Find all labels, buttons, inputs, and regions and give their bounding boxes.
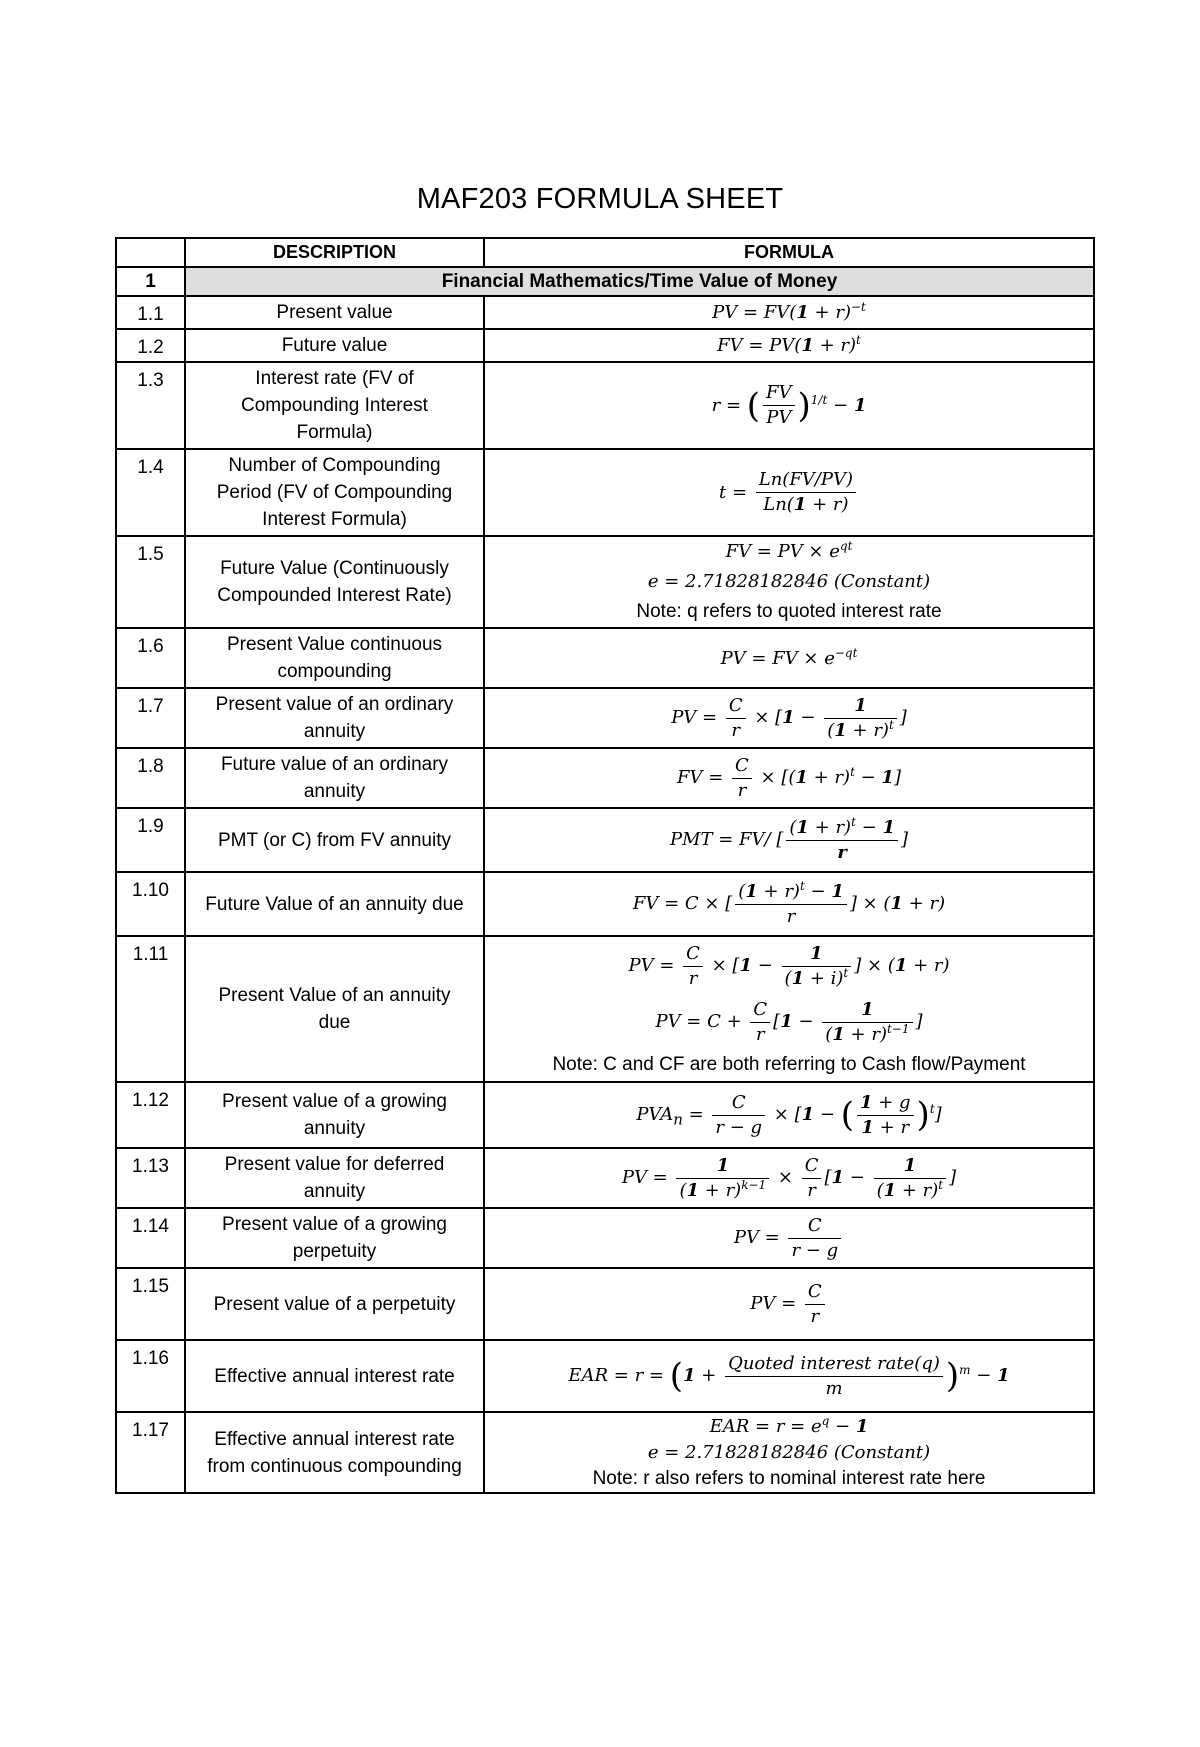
row-description: Future value bbox=[185, 329, 484, 362]
row-num: 1.5 bbox=[116, 536, 185, 628]
row-num: 1.3 bbox=[116, 362, 185, 449]
row-description: Present Value of an annuity due bbox=[185, 936, 484, 1082]
cf-note: Note: C and CF are both referring to Cash flow/Payment bbox=[552, 1054, 1026, 1075]
formula-pmt: PMT = FV/ [ $\frac{(1 + r)^t - 1}{r}$ ] bbox=[484, 808, 1094, 872]
row-num: 1.14 bbox=[116, 1208, 185, 1268]
formula-present-value: PV = $FV(1 + r)^{-t}$ bbox=[484, 296, 1094, 329]
row-num: 1.1 bbox=[116, 296, 185, 329]
table-row bbox=[116, 296, 1094, 329]
formula-pv-ordinary-annuity: PV = $\frac{C}{r}$ × [1 − $\frac{1}{(1 + r)^t}$ ] bbox=[484, 688, 1094, 748]
formula-pv-growing-annuity: $PVA_n$ = $\frac{C}{r - g}$ × [1 − ( $\frac{1 + g}{1 + r}$ )$^t$] bbox=[484, 1082, 1094, 1148]
header-formula: FORMULA bbox=[484, 238, 1094, 267]
formula-ear: EAR = r = (1 + $\frac{\text{Quoted interest rate(q)}}{m}$ )$^m$ − 1 bbox=[484, 1340, 1094, 1412]
table-row bbox=[116, 808, 1094, 872]
table-row bbox=[116, 1412, 1094, 1493]
table-row bbox=[116, 1340, 1094, 1412]
q-note: Note: q refers to quoted interest rate bbox=[636, 601, 942, 622]
table-row bbox=[116, 628, 1094, 688]
formula-pv-perpetuity: PV = $\frac{C}{r}$ bbox=[484, 1268, 1094, 1340]
table-row bbox=[116, 329, 1094, 362]
formula-table bbox=[115, 237, 1095, 1494]
row-description: Effective annual interest rate from continuous compounding bbox=[185, 1412, 484, 1493]
table-row bbox=[116, 536, 1094, 628]
row-num: 1.4 bbox=[116, 449, 185, 536]
formula-future-value: FV = $PV(1 + r)^t$ bbox=[484, 329, 1094, 362]
row-num: 1.15 bbox=[116, 1268, 185, 1340]
formula-continuous-fv: FV = PV × $e^{qt}$ e = 2.71828182846 (Constant) Note: q refers to quoted interest rate bbox=[484, 536, 1094, 628]
row-description: Number of Compounding Period (FV of Compounding Interest Formula) bbox=[185, 449, 484, 536]
row-num: 1.11 bbox=[116, 936, 185, 1082]
row-num: 1.8 bbox=[116, 748, 185, 808]
row-description: Effective annual interest rate bbox=[185, 1340, 484, 1412]
formula-interest-rate: r = ( $\frac{FV}{PV}$ )$^{1/t}$ − 1 bbox=[484, 362, 1094, 449]
table-row bbox=[116, 1082, 1094, 1148]
section-row bbox=[116, 267, 1094, 296]
row-description: Present value of a growing perpetuity bbox=[185, 1208, 484, 1268]
formula-fv-annuity-due: FV = C × [ $\frac{(1 + r)^t - 1}{r}$ ] × (1 + r) bbox=[484, 872, 1094, 936]
e-constant-note-2: e = 2.71828182846 (Constant) bbox=[647, 1441, 931, 1463]
table-row bbox=[116, 1208, 1094, 1268]
table-row bbox=[116, 449, 1094, 536]
row-description: Present Value continuous compounding bbox=[185, 628, 484, 688]
e-constant-note: e = 2.71828182846 (Constant) bbox=[647, 571, 931, 592]
formula-continuous-pv: PV = FV × $e^{-qt}$ bbox=[484, 628, 1094, 688]
table-row bbox=[116, 1148, 1094, 1208]
row-description: Future value of an ordinary annuity bbox=[185, 748, 484, 808]
row-description: Present value of a perpetuity bbox=[185, 1268, 484, 1340]
formula-pv-deferred-annuity: PV = $\frac{1}{(1 + r)^{k-1}}$ × $\frac{C}{r}$ [1 − $\frac{1}{(1 + r)^t}$ ] bbox=[484, 1148, 1094, 1208]
row-description: Present value bbox=[185, 296, 484, 329]
row-num: 1.12 bbox=[116, 1082, 185, 1148]
row-description: Present value for deferred annuity bbox=[185, 1148, 484, 1208]
table-row bbox=[116, 872, 1094, 936]
page-title: MAF203 FORMULA SHEET bbox=[416, 183, 784, 215]
table-row bbox=[116, 748, 1094, 808]
formula-pv-growing-perpetuity: PV = $\frac{C}{r - g}$ bbox=[484, 1208, 1094, 1268]
row-description: Future Value of an annuity due bbox=[185, 872, 484, 936]
row-description: PMT (or C) from FV annuity bbox=[185, 808, 484, 872]
table-row bbox=[116, 362, 1094, 449]
table-row bbox=[116, 936, 1094, 1082]
table-row bbox=[116, 688, 1094, 748]
row-num: 1.17 bbox=[116, 1412, 185, 1493]
row-num: 1.13 bbox=[116, 1148, 185, 1208]
row-num: 1.10 bbox=[116, 872, 185, 936]
row-description: Present value of a growing annuity bbox=[185, 1082, 484, 1148]
row-description: Future Value (Continuously Compounded Interest Rate) bbox=[185, 536, 484, 628]
formula-compounding-periods: t = $\frac{Ln(FV/PV)}{Ln(1 + r)}$ bbox=[484, 449, 1094, 536]
r-note: Note: r also refers to nominal interest rate here bbox=[592, 1467, 986, 1489]
table-row bbox=[116, 1268, 1094, 1340]
section-title: Financial Mathematics/Time Value of Money bbox=[185, 267, 1094, 296]
row-num: 1.16 bbox=[116, 1340, 185, 1412]
formula-fv-ordinary-annuity: FV = $\frac{C}{r}$ × $[(1 + r)^t - 1]$ bbox=[484, 748, 1094, 808]
row-num: 1.7 bbox=[116, 688, 185, 748]
row-num: 1.9 bbox=[116, 808, 185, 872]
formula-pv-annuity-due: PV = $\frac{C}{r}$ × [1 − $\frac{1}{(1 + i)^t}$ ] × (1 + r) PV = C + $\frac{C}{r}$ [1 − $\frac{1}{(1 + r)^{t-1}}$ ] Note: C and CF are both referring to Cash flow/Payment bbox=[484, 936, 1094, 1082]
row-num: 1.2 bbox=[116, 329, 185, 362]
formula-ear-continuous: EAR = $r = e^q - 1$ e = 2.71828182846 (Constant) Note: r also refers to nominal interest rate here bbox=[484, 1412, 1094, 1493]
header-num bbox=[116, 238, 185, 267]
header-description: DESCRIPTION bbox=[185, 238, 484, 267]
section-num: 1 bbox=[116, 267, 185, 296]
row-description: Interest rate (FV of Compounding Interest Formula) bbox=[185, 362, 484, 449]
row-description: Present value of an ordinary annuity bbox=[185, 688, 484, 748]
table-header-row bbox=[116, 238, 1094, 267]
row-num: 1.6 bbox=[116, 628, 185, 688]
